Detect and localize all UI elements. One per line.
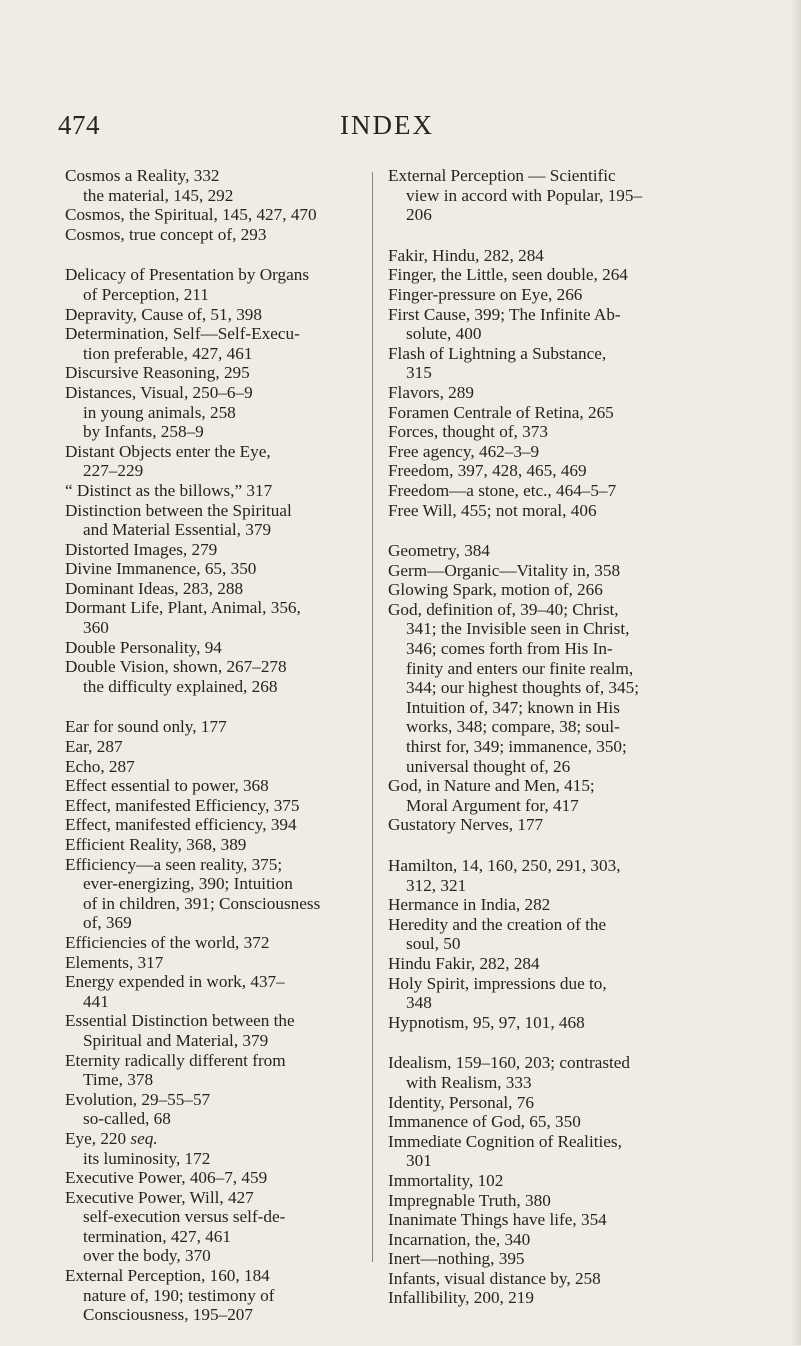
index-entry-continuation: universal thought of, 26 [406,756,571,776]
index-letter-group [388,246,698,520]
index-entry: Inert—nothing, 395 [388,1249,525,1269]
index-letter-group [388,1053,698,1308]
index-entry-continuation: 301 [406,1151,432,1171]
index-entry-continuation: soul, 50 [406,934,461,954]
index-entry-continuation: works, 348; compare, 38; soul- [406,717,620,737]
index-entry-continuation: ever-energizing, 390; Intuition [83,874,293,894]
index-entry: Executive Power, 406–7, 459 [65,1168,268,1188]
index-letter-group [388,541,698,835]
index-entry: Executive Power, Will, 427 [65,1187,254,1207]
index-entry: Ear for sound only, 177 [65,717,227,737]
index-entry-continuation: 315 [406,363,432,383]
index-entry: Immortality, 102 [388,1170,504,1190]
index-entry-continuation: 341; the Invisible seen in Christ, [406,619,630,639]
index-entry-continuation: 206 [406,205,432,225]
index-entry: Effect essential to power, 368 [65,776,269,796]
index-entry: Free agency, 462–3–9 [388,441,540,461]
index-entry: Impregnable Truth, 380 [388,1190,551,1210]
page-edge-shadow [791,0,801,1345]
index-entry: Evolution, 29–55–57 [65,1089,211,1109]
index-entry: Dominant Ideas, 283, 288 [65,578,244,598]
index-entry: “ Distinct as the billows,” 317 [65,480,273,500]
index-entry-continuation: finity and enters our finite realm, [406,658,634,678]
index-entry: External Perception, 160, 184 [65,1266,270,1286]
index-entry: Efficiencies of the world, 372 [65,932,270,952]
index-entry-continuation: 312, 321 [406,875,467,895]
index-entry-continuation: Time, 378 [83,1070,154,1090]
index-entry: Germ—Organic—Vitality in, 358 [388,560,621,580]
index-entry: Divine Immanence, 65, 350 [65,559,257,579]
index-entry-continuation: 227–229 [83,461,144,481]
index-entry-continuation: of in children, 391; Consciousness [83,893,321,913]
index-subentry: the material, 145, 292 [83,185,234,205]
index-entry: Efficiency—a seen reality, 375; [65,854,283,874]
index-entry: Idealism, 159–160, 203; contrasted [388,1053,631,1073]
index-entry: Foramen Centrale of Retina, 265 [388,402,614,422]
index-entry: Glowing Spark, motion of, 266 [388,580,603,600]
index-entry-continuation: with Realism, 333 [406,1072,532,1092]
index-entry: Echo, 287 [65,756,135,776]
index-entry: Effect, manifested Efficiency, 375 [65,795,300,815]
index-entry: Distorted Images, 279 [65,539,218,559]
index-entry: Immediate Cognition of Realities, [388,1131,622,1151]
index-entry: Delicacy of Presentation by Organs [65,265,310,285]
index-entry: Energy expended in work, 437– [65,972,285,992]
index-entry: Eye, 220 seq. [65,1128,158,1148]
page-header [0,110,801,150]
index-subentry: the difficulty explained, 268 [83,676,278,696]
index-entry-continuation: of, 369 [83,913,132,933]
index-entry: External Perception — Scientific [388,166,616,185]
index-entry: Geometry, 384 [388,541,490,561]
index-entry: Hindu Fakir, 282, 284 [388,953,540,973]
index-entry: Cosmos a Reality, 332 [65,166,220,185]
index-column-right [388,166,698,1329]
index-entry-continuation: Intuition of, 347; known in His [406,697,620,717]
index-subentry: termination, 427, 461 [83,1226,231,1246]
index-entry: Ear, 287 [65,737,123,757]
index-entry: First Cause, 399; The Infinite Ab- [388,304,621,324]
index-entry-continuation: tion preferable, 427, 461 [83,343,253,363]
index-entry: Discursive Reasoning, 295 [65,363,250,383]
index-entry: Fakir, Hindu, 282, 284 [388,245,544,265]
index-entry: Infallibility, 200, 219 [388,1288,534,1308]
index-subentry: nature of, 190; testimony of [83,1285,275,1305]
index-entry-continuation: 346; comes forth from His In- [406,639,613,659]
index-entry: Efficient Reality, 368, 389 [65,835,247,854]
index-entry: Flash of Lightning a Substance, [388,343,607,363]
index-letter-group [65,166,365,244]
index-entry: Freedom, 397, 428, 465, 469 [388,461,587,481]
index-entry: Freedom—a stone, etc., 464–5–7 [388,480,617,500]
index-entry: Hypnotism, 95, 97, 101, 468 [388,1012,585,1032]
index-entry: Flavors, 289 [388,382,474,402]
index-entry-continuation: 344; our highest thoughts of, 345; [406,678,639,698]
index-entry: Determination, Self—Self-Execu- [65,324,300,344]
index-entry: Finger-pressure on Eye, 266 [388,284,583,304]
index-entry: Distant Objects enter the Eye, [65,441,271,461]
index-entry: Gustatory Nerves, 177 [388,815,544,835]
index-entry: Double Personality, 94 [65,637,222,657]
index-letter-group [65,717,365,1324]
index-entry-continuation: Moral Argument for, 417 [406,795,579,815]
index-entry-continuation: view in accord with Popular, 195– [406,185,643,205]
index-subentry: its luminosity, 172 [83,1148,211,1168]
index-entry: Cosmos, true concept of, 293 [65,224,267,244]
index-entry-continuation: Spiritual and Material, 379 [83,1030,269,1050]
index-entry: Forces, thought of, 373 [388,422,548,442]
index-entry-continuation: and Material Essential, 379 [83,520,272,540]
index-entry: Finger, the Little, seen double, 264 [388,265,628,285]
index-entry: Hamilton, 14, 160, 250, 291, 303, [388,856,621,875]
index-subentry: over the body, 370 [83,1246,211,1266]
index-letter-group [388,166,698,225]
page-number: 474 [58,110,100,140]
index-entry-continuation: thirst for, 349; immanence, 350; [406,737,627,757]
index-entry: Inanimate Things have life, 354 [388,1210,607,1230]
column-divider [372,172,373,1262]
index-entry: Elements, 317 [65,952,164,972]
index-entry-continuation: 348 [406,993,432,1013]
index-letter-group [388,856,698,1032]
index-subentry: in young animals, 258 [83,402,236,422]
index-entry: Effect, manifested efficiency, 394 [65,815,297,835]
index-entry: Essential Distinction between the [65,1011,295,1031]
index-entry: Immanence of God, 65, 350 [388,1112,581,1132]
index-entry: God, in Nature and Men, 415; [388,776,595,796]
index-entry: Heredity and the creation of the [388,914,607,934]
index-subentry: Consciousness, 195–207 [83,1305,253,1325]
index-entry: Identity, Personal, 76 [388,1092,534,1112]
index-entry-continuation: 441 [83,991,109,1011]
index-entry: Depravity, Cause of, 51, 398 [65,304,262,324]
index-subentry: self-execution versus self-de- [83,1207,286,1227]
index-entry: Cosmos, the Spiritual, 145, 427, 470 [65,205,317,225]
index-letter-group [65,265,365,696]
index-entry: Free Will, 455; not moral, 406 [388,500,597,520]
index-subentry: by Infants, 258–9 [83,422,204,442]
index-entry-continuation: of Perception, 211 [83,284,209,304]
index-entry: Dormant Life, Plant, Animal, 356, [65,598,301,618]
index-entry: Distinction between the Spiritual [65,500,292,520]
index-entry: Infants, visual distance by, 258 [388,1268,601,1288]
index-entry: God, definition of, 39–40; Christ, [388,599,619,619]
page-title: INDEX [340,110,434,140]
index-subentry: so-called, 68 [83,1109,171,1129]
index-entry: Hermance in India, 282 [388,895,551,915]
index-entry: Incarnation, the, 340 [388,1229,531,1249]
index-entry-continuation: 360 [83,618,109,638]
index-entry: Double Vision, shown, 267–278 [65,657,287,677]
index-entry: Holy Spirit, impressions due to, [388,973,607,993]
index-entry: Eternity radically different from [65,1050,286,1070]
index-column-left [65,166,365,1346]
index-entry-continuation: solute, 400 [406,324,482,344]
index-entry: Distances, Visual, 250–6–9 [65,382,253,402]
